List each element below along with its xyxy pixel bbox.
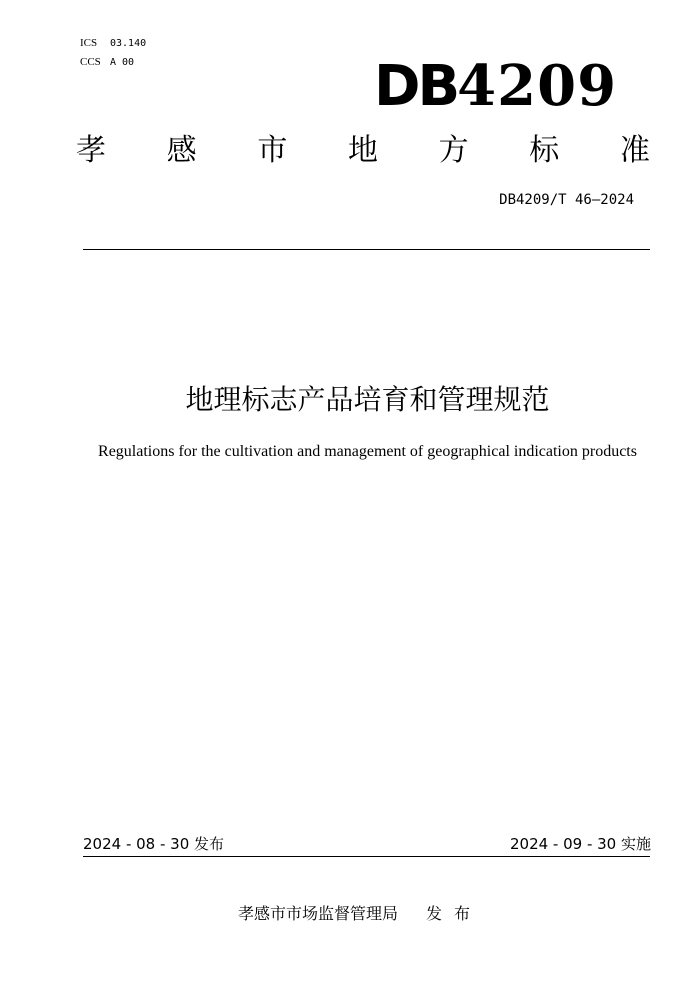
- issue-date: 2024 - 08 - 30 发布: [83, 835, 225, 853]
- standard-type-char: 准: [619, 133, 650, 168]
- db-logo-code: 4209: [457, 53, 618, 119]
- ics-code: [80, 34, 146, 53]
- standard-type-char: 标: [529, 133, 560, 168]
- publisher-line: [0, 903, 700, 925]
- implementation-date: 2024 - 09 - 30 实施: [509, 835, 651, 853]
- standard-type-char: 方: [438, 133, 469, 168]
- top-divider: [83, 249, 650, 250]
- ccs-label: CCS: [80, 56, 101, 68]
- ics-value: 03.140: [110, 38, 147, 49]
- publisher-name: 孝感市市场监督管理局: [237, 904, 398, 923]
- classification-codes: [80, 34, 146, 72]
- db-logo: [374, 53, 618, 119]
- ccs-value: A 00: [110, 57, 135, 68]
- standard-number: DB4209/T 46—2024: [499, 192, 634, 208]
- document-title-english: Regulations for the cultivation and management of geographical indication products: [98, 443, 637, 460]
- standard-type-char: 地: [347, 133, 378, 168]
- ics-label: ICS: [80, 37, 98, 49]
- db-logo-prefix: DB: [374, 54, 458, 119]
- publisher-action: 发布: [426, 904, 483, 923]
- ccs-code: [80, 53, 146, 72]
- standard-type-char: 感: [166, 133, 197, 168]
- document-title-chinese: 地理标志产品培育和管理规范: [185, 383, 550, 416]
- bottom-divider: [83, 856, 650, 857]
- standard-type-title: [76, 130, 650, 172]
- standard-type-char: 孝: [76, 133, 106, 168]
- standard-type-char: 市: [257, 133, 288, 168]
